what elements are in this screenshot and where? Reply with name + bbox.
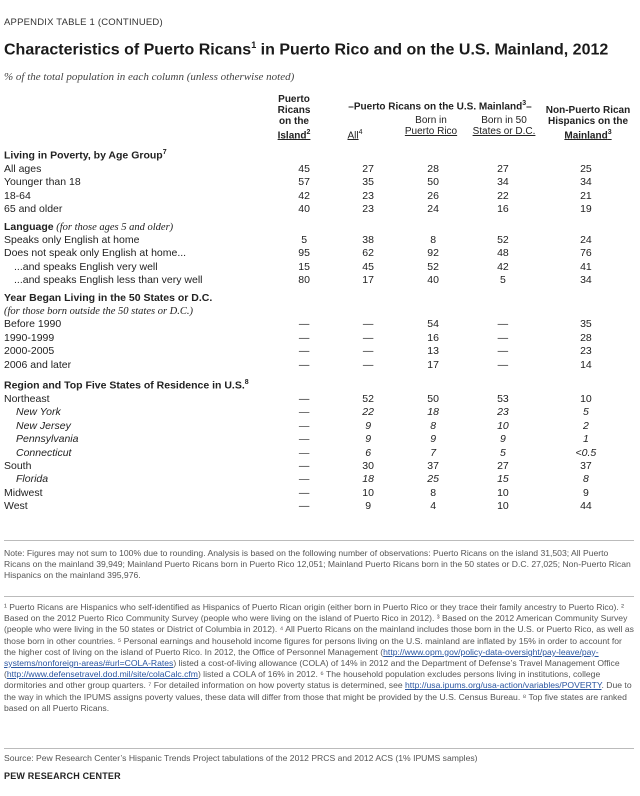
table-cell: — xyxy=(298,433,310,446)
divider xyxy=(4,596,634,597)
table-cell: — xyxy=(298,419,310,432)
table-cell: 10 xyxy=(580,392,592,405)
table-cell: 54 xyxy=(427,318,439,331)
table-cell: 13 xyxy=(427,345,439,358)
table-row xyxy=(4,420,634,433)
table-row xyxy=(4,274,634,287)
table-cell: 76 xyxy=(580,247,592,260)
table-row xyxy=(4,234,634,247)
table-cell: 23 xyxy=(362,189,374,202)
table-cell: 9 xyxy=(582,486,589,499)
header-all: All$^4$ xyxy=(347,129,363,142)
table-cell: 35 xyxy=(362,176,374,189)
table-cell: 8 xyxy=(430,486,437,499)
table-cell: 50 xyxy=(427,392,439,405)
table-cell: 57 xyxy=(298,176,310,189)
table-cell: — xyxy=(362,331,374,344)
row-label: South xyxy=(4,459,32,472)
section-header-row xyxy=(4,142,634,163)
table-cell: 24 xyxy=(427,203,439,216)
table-cell: 34 xyxy=(580,176,592,189)
table-row xyxy=(4,261,634,274)
table-cell xyxy=(468,288,538,305)
table-cell: 9 xyxy=(430,433,437,446)
table-cell xyxy=(538,372,634,393)
section-header-row xyxy=(4,372,634,393)
table-cell: 34 xyxy=(580,274,592,287)
table-cell: 45 xyxy=(298,162,310,175)
divider xyxy=(4,748,634,749)
table-cell: 28 xyxy=(580,331,592,344)
table-cell xyxy=(270,142,338,163)
table-cell xyxy=(538,288,634,305)
table-row xyxy=(4,318,634,331)
table-cell: 41 xyxy=(580,260,592,273)
section-note-row xyxy=(4,305,634,318)
table-cell: 25 xyxy=(580,162,592,175)
table-cell xyxy=(468,217,538,234)
table-cell: 5 xyxy=(582,406,589,419)
row-label: (for those born outside the 50 states or D.C.) xyxy=(4,305,193,317)
table-cell: 15 xyxy=(497,473,509,486)
row-label: Connecticut xyxy=(16,446,72,459)
row-label: Before 1990 xyxy=(4,318,62,331)
table-cell: 35 xyxy=(580,318,592,331)
table-cell xyxy=(398,305,468,318)
row-label: 1990-1999 xyxy=(4,331,55,344)
table-row xyxy=(4,332,634,345)
row-label: Midwest xyxy=(4,486,43,499)
table-cell: 62 xyxy=(362,247,374,260)
table-cell: 18 xyxy=(362,473,374,486)
ipums-poverty-link[interactable]: http://usa.ipums.org/usa-action/variables/POVERTY xyxy=(405,680,602,691)
table-cell: 15 xyxy=(298,260,310,273)
row-label: ...and speaks English less than very well xyxy=(14,274,203,287)
table-cell xyxy=(468,305,538,318)
table-cell: — xyxy=(362,358,374,371)
table-cell: 22 xyxy=(362,406,374,419)
table-cell: 52 xyxy=(427,260,439,273)
table-cell: — xyxy=(298,345,310,358)
table-cell: — xyxy=(298,392,310,405)
table-cell: 38 xyxy=(362,233,374,246)
table-cell: — xyxy=(298,459,310,472)
row-label: Younger than 18 xyxy=(4,176,81,189)
table-cell: 5 xyxy=(499,446,506,459)
table-cell: 8 xyxy=(582,473,589,486)
table-cell: 52 xyxy=(362,392,374,405)
table-cell: 5 xyxy=(499,274,506,287)
table-cell: 8 xyxy=(430,419,437,432)
table-cell: 10 xyxy=(497,500,509,513)
divider xyxy=(4,540,634,541)
source-note: Source: Pew Research Center’s Hispanic Trends Project tabulations of the 2012 PRCS and 2012 ACS (1% IPUMS samples) xyxy=(4,753,478,763)
table-row xyxy=(4,163,634,176)
table-cell: 22 xyxy=(497,189,509,202)
header-born-in-puerto-rico: Born in Puerto Rico xyxy=(404,115,458,137)
section-header-row xyxy=(4,288,634,305)
table-cell: — xyxy=(298,446,310,459)
table-row xyxy=(4,247,634,260)
table-cell: 30 xyxy=(362,459,374,472)
table-cell: — xyxy=(298,331,310,344)
table-cell: 95 xyxy=(298,247,310,260)
page-title: Characteristics of Puerto Ricans$^1$ in Puerto Rico and on the U.S. Mainland, 2012 xyxy=(4,40,609,59)
row-label: 2000-2005 xyxy=(4,345,55,358)
table-cell: 42 xyxy=(497,260,509,273)
table-cell: 1 xyxy=(582,433,589,446)
table-cell: 28 xyxy=(427,162,439,175)
table-cell: — xyxy=(298,406,310,419)
appendix-label: APPENDIX TABLE 1 (CONTINUED) xyxy=(4,17,163,28)
observations-note: Note: Figures may not sum to 100% due to rounding. Analysis is based on the following number of observations: Puerto Ricans on the island 31,503; All Puerto Ricans on the mainland 39,949; Mainland Puerto Ricans born in Puerto Rico 12,051; Mainland Puerto Ricans born in the 50 states or D.C. 27,025; Non-Puerto Rican Hispanics on the mainland 395,976. xyxy=(4,548,631,581)
table-cell xyxy=(338,217,398,234)
table-cell: 27 xyxy=(497,459,509,472)
table-row xyxy=(4,203,634,216)
table-cell: 7 xyxy=(430,446,437,459)
table-cell: 9 xyxy=(365,500,372,513)
table-cell: 50 xyxy=(427,176,439,189)
table-cell: 44 xyxy=(580,500,592,513)
table-cell: 34 xyxy=(497,176,509,189)
table-row xyxy=(4,190,634,203)
row-label: Does not speak only English at home... xyxy=(4,247,187,260)
table-cell: — xyxy=(362,318,374,331)
footnotes: ¹ Puerto Ricans are Hispanics who self-identified as Hispanics of Puerto Rican origin (either born in Puerto Rico or they trace their family ancestry to Puerto Rico). ² Based on the 2012 Puerto Rico Community Survey (people who were living on the island of Puerto Rico in 2012). ³ Based on the 2012 American Community Survey (people who were living in the 50 states or District of Columbia in 2012). ⁴ All Puerto Ricans on the mainland includes those born in the U.S. or Puerto Rico, as well as those born in other countries. ⁵ Personal earnings and household income figures for persons living on the U.S. mainland are inflated by 15% in order to account for the higher cost of living on the island of Puerto Rico. In 2012, the Office of Personnel Management (http://www.opm.gov/policy-data-oversight/pay-leave/pay-systems/nonforeign-areas/#url=COLA-Rates) listed a cost-of-living allowance (COLA) of 14% in 2012 and the Department of Defense’s Travel Management Office (http://www.defensetravel.dod.mil/site/colaCalc.cfm) listed a COLA of 16% in 2012. ⁶ The household population excludes persons living in institutions, college dormitories and other group quarters. ⁷ For detailed information on how poverty status is determined, see http://usa.ipums.org/usa-action/variables/POVERTY. Due to the way in which the IPUMS assigns poverty values, these data will differ from those that might be provided by the U.S. Census Bureau. ⁸ Top five states are ranked based on all Puerto Ricans. xyxy=(4,602,634,713)
table-cell xyxy=(398,372,468,393)
table-row xyxy=(4,406,634,419)
table-cell: 16 xyxy=(497,203,509,216)
table-cell: — xyxy=(298,500,310,513)
row-label: Northeast xyxy=(4,392,50,405)
table-cell: 17 xyxy=(362,274,374,287)
table-cell xyxy=(338,372,398,393)
row-label: 65 and older xyxy=(4,203,63,216)
table-row xyxy=(4,460,634,473)
table-cell: — xyxy=(362,345,374,358)
table-cell xyxy=(398,142,468,163)
row-label: Pennsylvania xyxy=(16,433,79,446)
table-row xyxy=(4,345,634,358)
table-cell xyxy=(270,288,338,305)
table-cell: 53 xyxy=(497,392,509,405)
table-cell: 42 xyxy=(298,189,310,202)
table-cell: 45 xyxy=(362,260,374,273)
row-label: Living in Poverty, by Age Group$^7$ xyxy=(4,149,167,162)
table-cell: 10 xyxy=(497,486,509,499)
table-cell: 80 xyxy=(298,274,310,287)
table-cell xyxy=(398,217,468,234)
row-label: Florida xyxy=(16,473,49,486)
table-cell: 21 xyxy=(580,189,592,202)
table-cell: 9 xyxy=(365,433,372,446)
table-row xyxy=(4,447,634,460)
table-cell: 52 xyxy=(497,233,509,246)
table-cell: — xyxy=(298,486,310,499)
table-cell: 19 xyxy=(580,203,592,216)
table-cell: 25 xyxy=(427,473,439,486)
header-non-puerto-rican-hispanics: Non-Puerto Rican Hispanics on the Mainland$^3$ xyxy=(545,105,631,142)
table-cell: 37 xyxy=(427,459,439,472)
header-island: Puerto Ricans on the Island$^2$ xyxy=(277,94,311,142)
pew-brand: PEW RESEARCH CENTER xyxy=(4,771,121,781)
table-cell: 9 xyxy=(365,419,372,432)
row-label: Speaks only English at home xyxy=(4,233,140,246)
table-cell: 4 xyxy=(430,500,437,513)
table-cell: 10 xyxy=(497,419,509,432)
table-cell: 18 xyxy=(427,406,439,419)
table-cell: 9 xyxy=(499,433,506,446)
defense-travel-link[interactable]: http://www.defensetravel.dod.mil/site/colaCalc.cfm xyxy=(6,669,198,680)
header-born-in-50-states: Born in 50 States or D.C. xyxy=(472,115,536,137)
table-cell xyxy=(338,142,398,163)
section-header-row xyxy=(4,217,634,234)
opm-cola-link[interactable]: http://www.opm.gov/policy-data-oversight/pay-leave/pay-systems/nonforeign-areas/#url=COLA-Rates xyxy=(4,646,599,669)
table-cell: 23 xyxy=(580,345,592,358)
table-cell xyxy=(538,217,634,234)
table-cell xyxy=(538,305,634,318)
characteristics-table xyxy=(4,142,634,514)
table-cell: — xyxy=(298,318,310,331)
table-cell xyxy=(270,217,338,234)
table-cell: 23 xyxy=(497,406,509,419)
table-cell: — xyxy=(298,473,310,486)
row-label: Language (for those ages 5 and older) xyxy=(4,220,174,233)
table-cell xyxy=(338,288,398,305)
table-cell: 48 xyxy=(497,247,509,260)
table-cell: 8 xyxy=(430,233,437,246)
table-cell: 27 xyxy=(362,162,374,175)
table-cell: 14 xyxy=(580,358,592,371)
table-cell: 24 xyxy=(580,233,592,246)
table-cell: 27 xyxy=(497,162,509,175)
table-cell: 6 xyxy=(365,446,372,459)
row-label: West xyxy=(4,500,28,513)
table-cell: 17 xyxy=(427,358,439,371)
table-cell: 37 xyxy=(580,459,592,472)
table-cell: 2 xyxy=(582,419,589,432)
table-cell: — xyxy=(497,358,509,371)
header-mainland-group: –Puerto Ricans on the U.S. Mainland$^3$– xyxy=(348,100,532,113)
table-cell xyxy=(398,288,468,305)
table-cell: — xyxy=(497,331,509,344)
table-row xyxy=(4,487,634,500)
table-cell xyxy=(468,372,538,393)
table-cell: 40 xyxy=(298,203,310,216)
table-cell: — xyxy=(497,318,509,331)
table-cell xyxy=(338,305,398,318)
table-row xyxy=(4,473,634,486)
table-row xyxy=(4,433,634,446)
row-label: All ages xyxy=(4,162,42,175)
row-label: 2006 and later xyxy=(4,358,72,371)
table-cell: — xyxy=(298,358,310,371)
table-cell: — xyxy=(497,345,509,358)
table-row xyxy=(4,393,634,406)
table-cell xyxy=(270,305,338,318)
table-cell: 5 xyxy=(301,233,308,246)
table-cell xyxy=(468,142,538,163)
table-cell xyxy=(538,142,634,163)
row-label: 18-64 xyxy=(4,189,31,202)
table-cell: <0.5 xyxy=(575,446,597,459)
row-label: Year Began Living in the 50 States or D.C. xyxy=(4,291,213,304)
table-cell: 23 xyxy=(362,203,374,216)
row-label: Region and Top Five States of Residence in U.S.$^8$ xyxy=(4,379,249,392)
table-cell: 92 xyxy=(427,247,439,260)
row-label: New Jersey xyxy=(16,419,71,432)
table-cell: 16 xyxy=(427,331,439,344)
table-row xyxy=(4,359,634,372)
table-cell: 26 xyxy=(427,189,439,202)
table-subtitle: % of the total population in each column (unless otherwise noted) xyxy=(4,71,295,83)
row-label: New York xyxy=(16,406,61,419)
table-cell: 40 xyxy=(427,274,439,287)
table-row xyxy=(4,500,634,513)
table-cell: 10 xyxy=(362,486,374,499)
table-row xyxy=(4,176,634,189)
row-label: ...and speaks English very well xyxy=(14,260,158,273)
table-cell xyxy=(270,372,338,393)
